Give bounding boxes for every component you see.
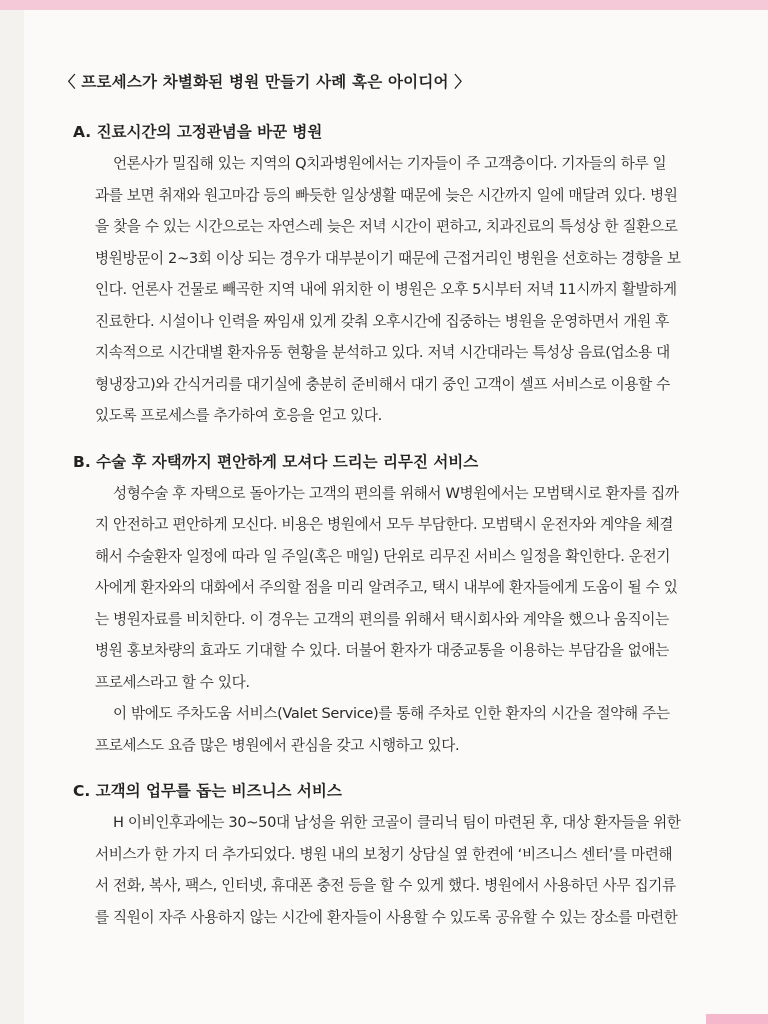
text-line: 프로세스라고 할 수 있다. (95, 673, 250, 691)
section-title: C. 고객의 업무를 돕는 비즈니스 서비스 (73, 782, 342, 800)
text-line: 서비스가 한 가지 더 추가되었다. 병원 내의 보청기 상담실 옆 한켠에 ‘비즈니스 센터’를 마련해 (95, 845, 673, 863)
text-line: 서 전화, 복사, 팩스, 인터넷, 휴대폰 충전 등을 할 수 있게 했다. 병원에서 사용하던 사무 집기류 (95, 877, 676, 894)
text-line: 프로세스도 요즘 많은 병원에서 관심을 갖고 시행하고 있다. (95, 736, 460, 754)
text-line: 사에게 환자와의 대화에서 주의할 점을 미리 알려주고, 택시 내부에 환자들에게 도움이 될 수 있 (95, 579, 678, 596)
text-line: 을 찾을 수 있는 시간으로는 자연스레 늦은 저녁 시간이 편하고, 치과진료의 특성상 한 질환으로 (95, 218, 678, 235)
section-b (60, 450, 720, 762)
text-line: 언론사가 밀집해 있는 지역의 Q치과병원에서는 기자들이 주 고객층이다. 기자들의 하루 일 (113, 155, 667, 172)
corner-tab (706, 1014, 768, 1024)
text-line: 형냉장고)와 간식거리를 대기실에 충분히 준비해서 대기 중인 고객이 셀프 서비스로 이용할 수 (95, 375, 670, 393)
text-line: 병원 홍보차량의 효과도 기대할 수 있다. 더불어 환자가 대중교통을 이용하는 부담감을 없애는 (95, 642, 669, 659)
text-line: 병원방문이 2~3회 이상 되는 경우가 대부분이기 때문에 근접거리인 병원을 선호하는 경향을 보 (95, 249, 681, 267)
text-line: 과를 보면 취재와 원고마감 등의 빠듯한 일상생활 때문에 늦은 시간까지 일에 매달려 있다. 병원 (95, 186, 678, 204)
text-line: 해서 수술환자 일정에 따라 일 주일(혹은 매일) 단위로 리무진 서비스 일정을 확인한다. 운전기 (95, 547, 671, 565)
page-heading: 〈 프로세스가 차별화된 병원 만들기 사례 혹은 아이디어 〉 (60, 73, 470, 91)
text-line: 지속적으로 시간대별 환자유동 현황을 분석하고 있다. 저녁 시간대라는 특성상 음료(업소용 대 (95, 344, 670, 361)
text-line: 지 안전하고 편안하게 모신다. 비용은 병원에서 모두 부담한다. 모범택시 운전자와 계약을 체결 (95, 516, 674, 533)
section-c (60, 779, 720, 933)
text-line: H 이비인후과에는 30~50대 남성을 위한 코골이 클리닉 팀이 마련된 후, 대상 환자들을 위한 (113, 814, 681, 831)
section-title: A. 진료시간의 고정관념을 바꾼 병원 (73, 123, 323, 141)
page-content (60, 70, 720, 951)
paragraph (95, 148, 720, 432)
text-line: 를 직원이 자주 사용하지 않는 시간에 환자들이 사용할 수 있도록 공유할 수 있는 장소를 마련한 (95, 908, 678, 926)
paragraph (95, 698, 720, 761)
section-title: B. 수술 후 자택까지 편안하게 모셔다 드리는 리무진 서비스 (73, 452, 479, 471)
text-line: 이 밖에도 주차도움 서비스(Valet Service)를 통해 주차로 인한 환자의 시간을 절약해 주는 (113, 705, 670, 722)
text-line: 있도록 프로세스를 추가하여 호응을 얻고 있다. (95, 407, 382, 424)
paragraph (95, 807, 720, 933)
text-line: 인다. 언론사 건물로 빼곡한 지역 내에 위치한 이 병원은 오후 5시부터 저녁 11시까지 활발하게 (95, 281, 677, 298)
section-a (60, 120, 720, 432)
text-line: 성형수술 후 자택으로 돌아가는 고객의 편의를 위해서 W병원에서는 모범택시로 환자를 집까 (113, 484, 679, 502)
text-line: 는 병원자료를 비치한다. 이 경우는 고객의 편의를 위해서 택시회사와 계약을 했으나 움직이는 (95, 610, 669, 628)
paragraph (95, 478, 720, 699)
top-color-band (0, 0, 768, 10)
text-line: 진료한다. 시설이나 인력을 짜임새 있게 갖춰 오후시간에 집중하는 병원을 운영하면서 개원 후 (95, 312, 669, 330)
